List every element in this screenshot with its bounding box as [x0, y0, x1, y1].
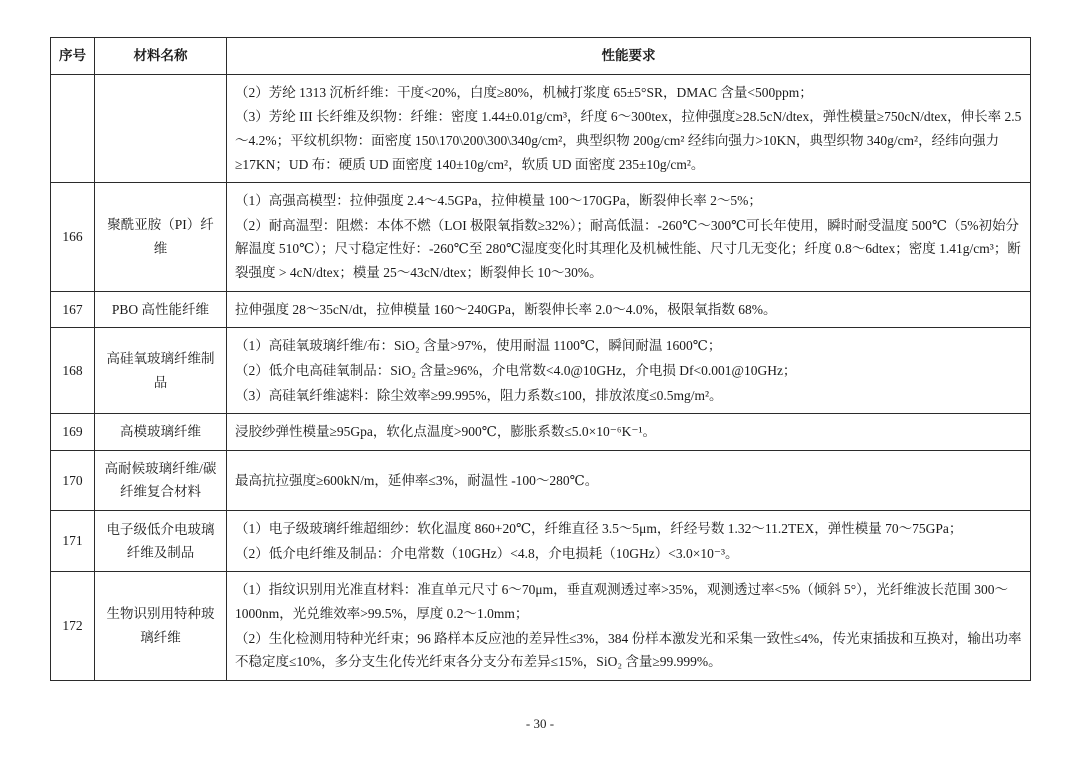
table-row: [51, 572, 1031, 681]
requirement-line: （1）高强高模型：拉伸强度 2.4～4.5GPa，拉伸模量 100～170GPa，断裂伸长率 2～5%；: [235, 193, 762, 209]
cell-material-name: 聚酰亚胺（PI）纤维: [95, 183, 227, 292]
requirement-line: （2）低介电高硅氧制品：SiO₂ 含量≥96%，介电常数<4.0@10GHz，介电损 Df<0.001@10GHz；: [235, 362, 797, 378]
table-row: [51, 183, 1031, 292]
requirement-line: （1）指纹识别用光准直材料：准直单元尺寸 6～70μm，垂直观测透过率>35%，观测透过率<5%（倾斜 5°），光纤维波长范围 300～1000nm，光兑维效率>99.5%，厚度 0.2～1.0mm；: [235, 582, 1008, 621]
cell-material-name: 生物识别用特种玻璃纤维: [95, 572, 227, 681]
cell-no: [51, 74, 95, 183]
cell-requirements: [227, 328, 1031, 414]
cell-no: 169: [51, 414, 95, 451]
column-header-material-name: 材料名称: [95, 38, 227, 75]
cell-no: 170: [51, 450, 95, 510]
table-row: [51, 74, 1031, 183]
table-header: [51, 38, 1031, 75]
cell-material-name: 高硅氧玻璃纤维制品: [95, 328, 227, 414]
table-body: [51, 74, 1031, 680]
cell-material-name: PBO 高性能纤维: [95, 291, 227, 328]
requirement-line: 拉伸强度 28～35cN/dt，拉伸模量 160～240GPa，断裂伸长率 2.0～4.0%，极限氧指数 68%。: [235, 301, 777, 317]
cell-requirements: [227, 511, 1031, 572]
table-row: [51, 328, 1031, 414]
page-number: - 30 -: [525, 716, 555, 731]
cell-material-name: 高耐候玻璃纤维/碳纤维复合材料: [95, 450, 227, 510]
table-row: [51, 291, 1031, 328]
cell-requirements: [227, 291, 1031, 328]
cell-material-name: [95, 74, 227, 183]
requirement-line: （1）高硅氧玻璃纤维/布：SiO₂ 含量>97%，使用耐温 1100℃，瞬间耐温 1600℃；: [235, 338, 722, 354]
cell-no: 166: [51, 183, 95, 292]
cell-no: 167: [51, 291, 95, 328]
cell-no: 172: [51, 572, 95, 681]
requirement-line: （2）耐高温型：阻燃：本体不燃（LOI 极限氧指数≥32%）；耐高低温：-260℃～300℃可长年使用，瞬时耐受温度 500℃（5%初始分解温度 510℃）；尺寸稳定性好：-260℃至 280℃湿度变化时其理化及机械性能、尺寸几无变化；纤度 0.8～6dtex；密度 1.41g/cm³；断裂强度 > 4cN/dtex；模量 25～43cN/dtex；断裂伸长 10～30%。: [235, 217, 1021, 280]
cell-requirements: [227, 183, 1031, 292]
requirement-line: （2）芳纶 1313 沉析纤维：干度<20%，白度≥80%，机械打浆度 65±5°SR，DMAC 含量<500ppm；: [235, 84, 813, 100]
cell-requirements: [227, 74, 1031, 183]
column-header-no: 序号: [51, 38, 95, 75]
requirement-line: （2）生化检测用特种光纤束；96 路样本反应池的差异性≤3%，384 份样本激发光和采集一致性≤4%，传光束插拔和互换对，输出功率不稳定度≤10%，多分支生化传光纤束各分支分布差异≤15%，SiO₂ 含量≥99.999%。: [235, 630, 1022, 670]
requirement-line: （2）低介电纤维及制品：介电常数（10GHz）<4.8，介电损耗（10GHz）<3.0×10⁻³。: [235, 545, 739, 561]
requirement-line: 最高抗拉强度≥600kN/m，延伸率≤3%，耐温性 -100～280℃。: [235, 472, 599, 488]
requirement-line: （1）电子级玻璃纤维超细纱：软化温度 860+20℃，纤维直径 3.5～5μm，纤经号数 1.32～11.2TEX，弹性模量 70～75GPa；: [235, 521, 963, 536]
cell-no: 171: [51, 511, 95, 572]
material-requirements-table: [50, 37, 1031, 681]
cell-no: 168: [51, 328, 95, 414]
cell-requirements: [227, 414, 1031, 451]
requirement-line: 浸胶纱弹性模量≥95Gpa，软化点温度>900℃，膨胀系数≤5.0×10⁻⁶K⁻¹。: [235, 424, 657, 440]
cell-material-name: 高模玻璃纤维: [95, 414, 227, 451]
requirement-line: （3）高硅氧纤维滤料：除尘效率≥99.995%，阻力系数≤100，排放浓度≤0.5mg/m²。: [235, 387, 723, 403]
table-row: [51, 511, 1031, 572]
cell-material-name: 电子级低介电玻璃纤维及制品: [95, 511, 227, 572]
table-row: [51, 414, 1031, 451]
column-header-performance-requirements: 性能要求: [227, 38, 1031, 75]
cell-requirements: [227, 450, 1031, 510]
table-container: [50, 37, 1030, 681]
cell-requirements: [227, 572, 1031, 681]
requirement-line: （3）芳纶 III 长纤维及织物：纤维：密度 1.44±0.01g/cm³，纤度 6～300tex，拉伸强度≥28.5cN/dtex，弹性模量≥750cN/dtex，伸长率 2.5～4.2%；平纹机织物：面密度 150\170\200\300\340g/cm²，典型织物 200g/cm² 经纬向强力>10KN，典型织物 340g/cm²，经纬向强力≥17KN；UD 布：硬质 UD 面密度 140±10g/cm²，软质 UD 面密度 235±10g/cm²。: [235, 109, 1022, 172]
table-row: [51, 450, 1031, 510]
table-header-row: [51, 38, 1031, 75]
